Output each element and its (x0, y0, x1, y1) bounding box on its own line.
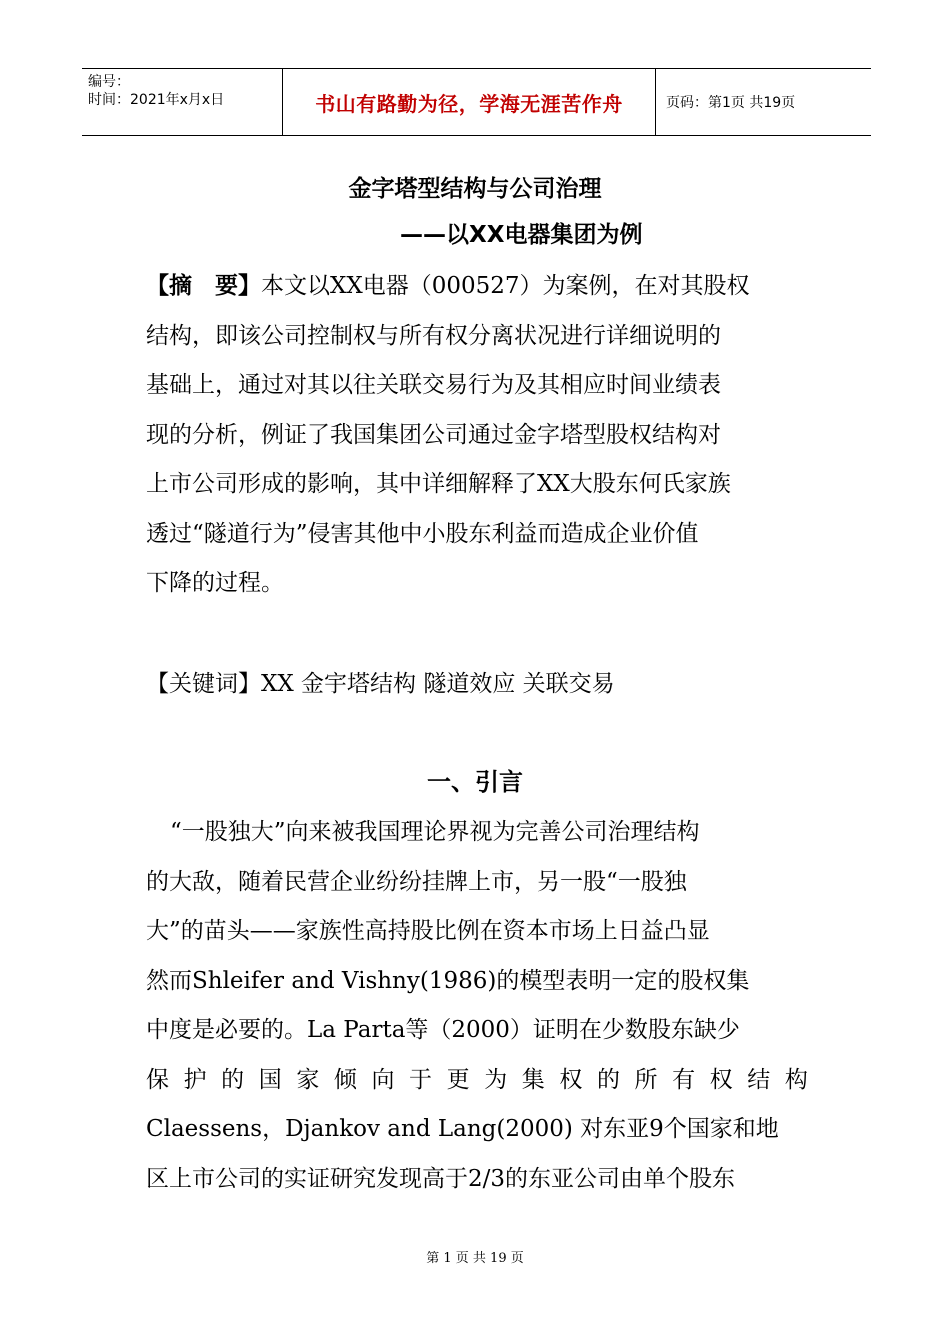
spread-char: 护 (183, 1066, 207, 1093)
keywords-line (146, 660, 808, 710)
abstract-line-4: 现的分析，例证了我国集团公司通过金字塔型股权结构对 (146, 421, 721, 448)
abstract-line-1 (146, 262, 808, 312)
spread-char: 为 (484, 1066, 508, 1093)
spread-char: 权 (709, 1066, 733, 1093)
page-footer: 第 1 页 共 19 页 (426, 1251, 524, 1266)
keywords (146, 660, 808, 710)
header-motto-cell (282, 69, 656, 135)
document-title: 金字塔型结构与公司治理 (348, 176, 602, 202)
abstract-line-2: 结构，即该公司控制权与所有权分离状况进行详细说明的 (146, 322, 721, 349)
body-line-3: 大”的苗头——家族性高持股比例在资本市场上日益凸显 (146, 918, 710, 944)
section-body (146, 808, 808, 1204)
spread-char: 的 (596, 1066, 620, 1093)
spread-char: 向 (371, 1066, 395, 1093)
header-motto: 书山有路勤为径，学海无涯苦作舟 (315, 91, 623, 116)
abstract-line-7: 下降的过程。 (146, 570, 284, 596)
keywords-label: 【关键词】 (146, 671, 261, 697)
keywords-text: XX 金宇塔结构 隧道效应 关联交易 (261, 671, 615, 697)
spread-char: 集 (521, 1066, 545, 1093)
body-line-1: “一股独大”向来被我国理论界视为完善公司治理结构 (170, 819, 700, 845)
body-line-2: 的大敌，随着民营企业纷纷挂牌上市，另一股“一股独 (146, 868, 687, 895)
abstract-line-3: 基础上，通过对其以往关联交易行为及其相应时间业绩表 (146, 372, 721, 398)
abstract-label: 【摘 要】 (146, 273, 261, 299)
spread-char: 的 (221, 1066, 245, 1093)
spread-char: 更 (446, 1066, 470, 1093)
abstract-line-6: 透过“隧道行为”侵害其他中小股东利益而造成企业价值 (146, 520, 699, 547)
header-page-info: 页码：第1页 共19页 (666, 95, 796, 111)
spread-char: 权 (559, 1066, 583, 1093)
abstract-line-5: 上市公司形成的影响，其中详细解释了XX大股东何氏家族 (146, 471, 731, 497)
header-page-cell (656, 69, 871, 135)
spread-char: 保 (146, 1066, 169, 1093)
page-header (82, 68, 871, 136)
body-line-4: 然而Shleifer and Vishny(1986)的模型表明一定的股权集 (146, 967, 750, 994)
document-subtitle: ——以XX电器集团为例 (400, 222, 643, 248)
body-line-8: 区上市公司的实证研究发现高于2/3的东亚公司由单个股东 (146, 1165, 736, 1192)
spread-char: 倾 (333, 1066, 357, 1093)
body-line-5: 中度是必要的。La Parta等（2000）证明在少数股东缺少 (146, 1017, 740, 1043)
spread-char: 于 (409, 1066, 433, 1093)
header-meta (82, 69, 282, 135)
spread-char: 所 (634, 1066, 658, 1093)
spread-char: 家 (296, 1066, 320, 1093)
spread-char: 有 (672, 1066, 696, 1093)
document-number-label: 编号： (88, 74, 130, 90)
body-line-6 (146, 1056, 808, 1106)
abstract (146, 262, 808, 609)
spread-char: 构 (784, 1066, 808, 1093)
abstract-text: 本文以XX电器（000527）为案例，在对其股权 (261, 273, 750, 299)
spread-char: 结 (747, 1066, 771, 1093)
spread-char: 国 (258, 1066, 282, 1093)
section-heading: 一、引言 (427, 768, 523, 796)
body-line-7: Claessens，Djankov and Lang(2000) 对东亚9个国家和地 (146, 1116, 779, 1142)
document-time: 时间：2021年x月x日 (88, 92, 225, 108)
